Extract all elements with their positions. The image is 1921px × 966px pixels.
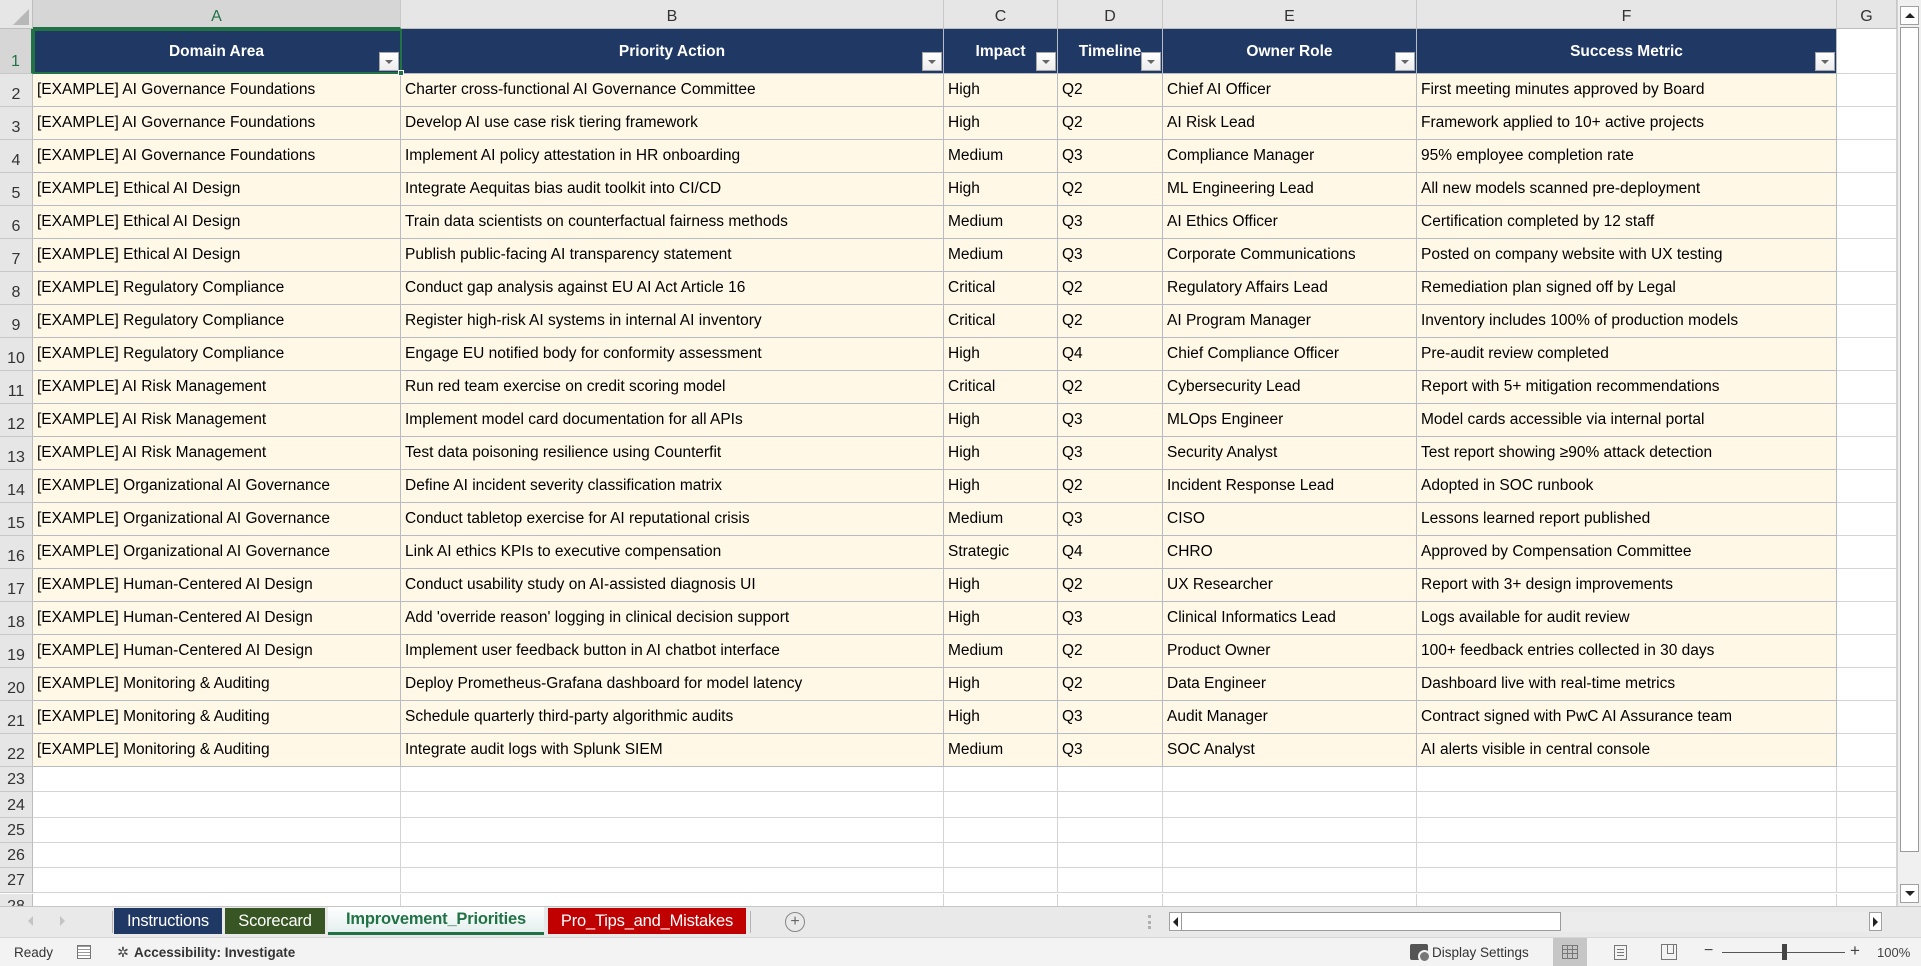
cell-timeline[interactable]: Q2	[1058, 569, 1163, 602]
page-break-preview-button[interactable]	[1652, 938, 1686, 966]
cell-impact[interactable]: Critical	[944, 371, 1058, 404]
cell-impact[interactable]: Strategic	[944, 536, 1058, 569]
empty-cell[interactable]	[1417, 767, 1837, 792]
empty-cell[interactable]	[1058, 767, 1163, 792]
cell-timeline[interactable]: Q3	[1058, 602, 1163, 635]
cell-g[interactable]	[1837, 173, 1897, 206]
row-header-2[interactable]: 2	[0, 74, 33, 107]
empty-cell[interactable]	[1417, 792, 1837, 817]
cell-domain-area[interactable]: [EXAMPLE] Regulatory Compliance	[33, 338, 401, 371]
cell-impact[interactable]: High	[944, 437, 1058, 470]
chevron-down-icon	[1147, 60, 1155, 64]
cell-impact[interactable]: Medium	[944, 635, 1058, 668]
cell-success-metric[interactable]: Framework applied to 10+ active projects	[1417, 107, 1837, 140]
cell-priority-action[interactable]: Conduct usability study on AI-assisted diagnosis UI	[401, 569, 944, 602]
tab-label: Improvement_Priorities	[346, 910, 526, 928]
zoom-in-button[interactable]: +	[1850, 941, 1860, 960]
row-header-26[interactable]: 26	[0, 843, 33, 868]
cell-g[interactable]	[1837, 239, 1897, 272]
empty-cell[interactable]	[1837, 818, 1897, 843]
display-settings-button[interactable]	[1410, 938, 1529, 966]
header-label: Priority Action	[618, 43, 726, 60]
cell-timeline[interactable]: Q2	[1058, 272, 1163, 305]
display-settings-icon	[1410, 944, 1428, 960]
row-header-27[interactable]: 27	[0, 868, 33, 893]
header-label: Timeline	[1078, 43, 1142, 60]
column-header-d[interactable]: D	[1058, 0, 1163, 29]
header-cell-domain-area[interactable]	[33, 29, 401, 74]
cell-timeline[interactable]: Q3	[1058, 734, 1163, 767]
row-header-4[interactable]: 4	[0, 140, 33, 173]
cell-impact[interactable]: Medium	[944, 140, 1058, 173]
empty-cell[interactable]	[33, 792, 401, 817]
row-header-16[interactable]: 16	[0, 536, 33, 569]
filter-dropdown-button[interactable]	[1141, 52, 1161, 71]
horizontal-scroll-thumb[interactable]	[1181, 912, 1561, 931]
cell-g[interactable]	[1837, 569, 1897, 602]
empty-cell[interactable]	[1163, 767, 1417, 792]
cell-owner-role[interactable]: Clinical Informatics Lead	[1163, 602, 1417, 635]
header-cell-priority-action[interactable]	[401, 29, 944, 74]
empty-cell[interactable]	[33, 843, 401, 868]
empty-cell[interactable]	[1058, 792, 1163, 817]
cell-success-metric[interactable]: Approved by Compensation Committee	[1417, 536, 1837, 569]
status-bar	[0, 937, 1921, 966]
cell-domain-area[interactable]: [EXAMPLE] Ethical AI Design	[33, 206, 401, 239]
column-header-c[interactable]: C	[944, 0, 1058, 29]
cell-timeline[interactable]: Q3	[1058, 437, 1163, 470]
cell-domain-area[interactable]: [EXAMPLE] Monitoring & Auditing	[33, 701, 401, 734]
empty-cell[interactable]	[1837, 792, 1897, 817]
filter-dropdown-button[interactable]	[379, 52, 399, 71]
cell-owner-role[interactable]: MLOps Engineer	[1163, 404, 1417, 437]
cell-success-metric[interactable]: All new models scanned pre-deployment	[1417, 173, 1837, 206]
cell-timeline[interactable]: Q3	[1058, 140, 1163, 173]
cell-timeline[interactable]: Q2	[1058, 371, 1163, 404]
cell-success-metric[interactable]: Report with 5+ mitigation recommendations	[1417, 371, 1837, 404]
cell-impact[interactable]: High	[944, 74, 1058, 107]
cell-domain-area[interactable]: [EXAMPLE] Organizational AI Governance	[33, 470, 401, 503]
cell-owner-role[interactable]: Data Engineer	[1163, 668, 1417, 701]
arrow-up-icon	[1905, 13, 1915, 18]
empty-cell[interactable]	[33, 868, 401, 893]
empty-cell[interactable]	[1163, 868, 1417, 893]
cell-owner-role[interactable]: Audit Manager	[1163, 701, 1417, 734]
page-layout-icon	[1614, 945, 1627, 960]
row-header-20[interactable]: 20	[0, 668, 33, 701]
page-layout-view-button[interactable]	[1603, 938, 1637, 966]
row-header-9[interactable]: 9	[0, 305, 33, 338]
vertical-scroll-thumb[interactable]	[1900, 27, 1919, 852]
cell-domain-area[interactable]: [EXAMPLE] AI Risk Management	[33, 371, 401, 404]
cell-g[interactable]	[1837, 668, 1897, 701]
cell-success-metric[interactable]: Remediation plan signed off by Legal	[1417, 272, 1837, 305]
cell-g[interactable]	[1837, 107, 1897, 140]
cell-g[interactable]	[1837, 470, 1897, 503]
column-header-f[interactable]: F	[1417, 0, 1837, 29]
empty-cell[interactable]	[1837, 843, 1897, 868]
cell-timeline[interactable]: Q2	[1058, 107, 1163, 140]
row-header-25[interactable]: 25	[0, 818, 33, 843]
empty-cell[interactable]	[1163, 818, 1417, 843]
cell-owner-role[interactable]: AI Risk Lead	[1163, 107, 1417, 140]
empty-cell[interactable]	[1058, 868, 1163, 893]
scroll-down-button[interactable]	[1900, 884, 1919, 903]
cell-impact[interactable]: High	[944, 338, 1058, 371]
cell-timeline[interactable]: Q2	[1058, 668, 1163, 701]
cell-success-metric[interactable]: Lessons learned report published	[1417, 503, 1837, 536]
cell-owner-role[interactable]: Regulatory Affairs Lead	[1163, 272, 1417, 305]
filter-dropdown-button[interactable]	[1815, 52, 1835, 71]
cell-owner-role[interactable]: Incident Response Lead	[1163, 470, 1417, 503]
cell-priority-action[interactable]: Conduct gap analysis against EU AI Act Article 16	[401, 272, 944, 305]
cell-domain-area[interactable]: [EXAMPLE] AI Governance Foundations	[33, 74, 401, 107]
cell-g[interactable]	[1837, 734, 1897, 767]
cell-success-metric[interactable]: Logs available for audit review	[1417, 602, 1837, 635]
column-header-b[interactable]: B	[401, 0, 944, 29]
cell-domain-area[interactable]: [EXAMPLE] Human-Centered AI Design	[33, 602, 401, 635]
cell-impact[interactable]: High	[944, 602, 1058, 635]
cell-owner-role[interactable]: Compliance Manager	[1163, 140, 1417, 173]
cell-g[interactable]	[1837, 272, 1897, 305]
empty-cell[interactable]	[33, 767, 401, 792]
cell-owner-role[interactable]: Product Owner	[1163, 635, 1417, 668]
cell-impact[interactable]: Critical	[944, 272, 1058, 305]
prev-sheet-icon[interactable]	[28, 916, 33, 926]
cell-impact[interactable]: Medium	[944, 503, 1058, 536]
cell-timeline[interactable]: Q3	[1058, 503, 1163, 536]
header-label: Impact	[975, 43, 1026, 60]
header-label: Domain Area	[168, 43, 265, 60]
cell-domain-area[interactable]: [EXAMPLE] AI Governance Foundations	[33, 140, 401, 173]
column-header-g[interactable]: G	[1837, 0, 1897, 29]
zoom-slider-thumb[interactable]	[1782, 944, 1787, 960]
row-header-10[interactable]: 10	[0, 338, 33, 371]
column-header-a[interactable]: A	[33, 0, 401, 29]
cell-domain-area[interactable]: [EXAMPLE] Ethical AI Design	[33, 239, 401, 272]
cell-impact[interactable]: High	[944, 701, 1058, 734]
cell-owner-role[interactable]: SOC Analyst	[1163, 734, 1417, 767]
page-break-icon	[1661, 944, 1677, 960]
empty-cell[interactable]	[1417, 818, 1837, 843]
cell-priority-action[interactable]: Publish public-facing AI transparency statement	[401, 239, 944, 272]
empty-cell[interactable]	[1837, 868, 1897, 893]
tab-label: Pro_Tips_and_Mistakes	[560, 911, 734, 930]
cell-owner-role[interactable]: Chief Compliance Officer	[1163, 338, 1417, 371]
empty-cell[interactable]	[1837, 767, 1897, 792]
cell-priority-action[interactable]: Train data scientists on counterfactual fairness methods	[401, 206, 944, 239]
cell-priority-action[interactable]: Link AI ethics KPIs to executive compensation	[401, 536, 944, 569]
scroll-right-button[interactable]	[1869, 912, 1882, 931]
row-header-24[interactable]: 24	[0, 792, 33, 817]
empty-cell[interactable]	[1058, 843, 1163, 868]
cell-priority-action[interactable]: Run red team exercise on credit scoring model	[401, 371, 944, 404]
row-header-11[interactable]: 11	[0, 371, 33, 404]
next-sheet-icon[interactable]	[60, 916, 65, 926]
cell-priority-action[interactable]: Implement model card documentation for all APIs	[401, 404, 944, 437]
column-header-e[interactable]: E	[1163, 0, 1417, 29]
cell-domain-area[interactable]: [EXAMPLE] Regulatory Compliance	[33, 305, 401, 338]
cell-domain-area[interactable]: [EXAMPLE] Monitoring & Auditing	[33, 734, 401, 767]
empty-cell[interactable]	[401, 767, 944, 792]
cell-timeline[interactable]: Q2	[1058, 74, 1163, 107]
row-header-21[interactable]: 21	[0, 701, 33, 734]
cell-g[interactable]	[1837, 338, 1897, 371]
cell-priority-action[interactable]: Schedule quarterly third-party algorithmic audits	[401, 701, 944, 734]
cell-timeline[interactable]: Q4	[1058, 338, 1163, 371]
cell-g1[interactable]	[1837, 29, 1897, 74]
row-header-22[interactable]: 22	[0, 734, 33, 767]
chevron-down-icon	[1401, 60, 1409, 64]
chevron-down-icon	[385, 60, 393, 64]
chevron-down-icon	[1042, 60, 1050, 64]
cell-timeline[interactable]: Q3	[1058, 206, 1163, 239]
empty-cell[interactable]	[401, 792, 944, 817]
cell-impact[interactable]: High	[944, 404, 1058, 437]
cell-priority-action[interactable]: Develop AI use case risk tiering framework	[401, 107, 944, 140]
cell-priority-action[interactable]: Conduct tabletop exercise for AI reputational crisis	[401, 503, 944, 536]
accessibility-icon: ✲	[117, 944, 129, 960]
cell-success-metric[interactable]: Pre-audit review completed	[1417, 338, 1837, 371]
zoom-level[interactable]: 100%	[1877, 945, 1911, 960]
cell-priority-action[interactable]: Test data poisoning resilience using Counterfit	[401, 437, 944, 470]
cell-g[interactable]	[1837, 404, 1897, 437]
empty-cell[interactable]	[1163, 843, 1417, 868]
filter-dropdown-button[interactable]	[1036, 52, 1056, 71]
cell-success-metric[interactable]: Dashboard live with real-time metrics	[1417, 668, 1837, 701]
filter-dropdown-button[interactable]	[1395, 52, 1415, 71]
cell-impact[interactable]: High	[944, 470, 1058, 503]
tab-instructions[interactable]	[114, 908, 222, 934]
header-label: Owner Role	[1246, 43, 1333, 60]
normal-view-button[interactable]	[1553, 938, 1587, 966]
macro-icon	[77, 945, 91, 959]
cell-g[interactable]	[1837, 536, 1897, 569]
cell-impact[interactable]: High	[944, 173, 1058, 206]
cell-timeline[interactable]: Q2	[1058, 635, 1163, 668]
cell-impact[interactable]: High	[944, 569, 1058, 602]
cell-g[interactable]	[1837, 206, 1897, 239]
row-header-7[interactable]: 7	[0, 239, 33, 272]
arrow-right-icon	[1873, 917, 1878, 927]
cell-owner-role[interactable]: Chief AI Officer	[1163, 74, 1417, 107]
cell-impact[interactable]: Medium	[944, 734, 1058, 767]
row-header-8[interactable]: 8	[0, 272, 33, 305]
cell-owner-role[interactable]: Cybersecurity Lead	[1163, 371, 1417, 404]
cell-g[interactable]	[1837, 635, 1897, 668]
cell-priority-action[interactable]: Deploy Prometheus-Grafana dashboard for model latency	[401, 668, 944, 701]
empty-cell[interactable]	[944, 792, 1058, 817]
cell-g[interactable]	[1837, 74, 1897, 107]
tab-separator	[112, 911, 113, 933]
cell-priority-action[interactable]: Register high-risk AI systems in internal AI inventory	[401, 305, 944, 338]
cell-g[interactable]	[1837, 437, 1897, 470]
header-label: Success Metric	[1570, 43, 1683, 60]
row-header-14[interactable]: 14	[0, 470, 33, 503]
cell-timeline[interactable]: Q2	[1058, 305, 1163, 338]
select-all-button[interactable]	[0, 0, 33, 29]
cell-impact[interactable]: Critical	[944, 305, 1058, 338]
cell-priority-action[interactable]: Add 'override reason' logging in clinical decision support	[401, 602, 944, 635]
cell-priority-action[interactable]: Engage EU notified body for conformity assessment	[401, 338, 944, 371]
cell-priority-action[interactable]: Integrate audit logs with Splunk SIEM	[401, 734, 944, 767]
header-cell-timeline[interactable]	[1058, 29, 1163, 74]
cell-g[interactable]	[1837, 371, 1897, 404]
cell-timeline[interactable]: Q4	[1058, 536, 1163, 569]
plus-icon: +	[790, 913, 800, 930]
accessibility-button[interactable]	[115, 938, 295, 966]
cell-domain-area[interactable]: [EXAMPLE] AI Risk Management	[33, 437, 401, 470]
empty-cell[interactable]	[944, 767, 1058, 792]
cell-success-metric[interactable]: Inventory includes 100% of production models	[1417, 305, 1837, 338]
add-sheet-button[interactable]	[785, 912, 805, 932]
cell-success-metric[interactable]: Certification completed by 12 staff	[1417, 206, 1837, 239]
empty-cell[interactable]	[1417, 868, 1837, 893]
cell-success-metric[interactable]: Model cards accessible via internal portal	[1417, 404, 1837, 437]
row-header-23[interactable]: 23	[0, 767, 33, 792]
macro-recording-button[interactable]	[77, 938, 91, 966]
cell-success-metric[interactable]: Report with 3+ design improvements	[1417, 569, 1837, 602]
row-header-5[interactable]: 5	[0, 173, 33, 206]
cell-domain-area[interactable]: [EXAMPLE] AI Governance Foundations	[33, 107, 401, 140]
tab-pro-tips-and-mistakes[interactable]	[548, 908, 746, 934]
horizontal-scrollbar[interactable]	[1169, 912, 1883, 932]
cell-success-metric[interactable]: AI alerts visible in central console	[1417, 734, 1837, 767]
cell-g[interactable]	[1837, 140, 1897, 173]
arrow-left-icon	[1173, 917, 1178, 927]
header-cell-success-metric[interactable]	[1417, 29, 1837, 74]
zoom-out-button[interactable]: −	[1704, 942, 1714, 959]
row-header-1[interactable]: 1	[0, 29, 33, 74]
cell-priority-action[interactable]: Charter cross-functional AI Governance Committee	[401, 74, 944, 107]
cell-success-metric[interactable]: Contract signed with PwC AI Assurance team	[1417, 701, 1837, 734]
empty-cell[interactable]	[33, 818, 401, 843]
cell-timeline[interactable]: Q3	[1058, 239, 1163, 272]
cell-domain-area[interactable]: [EXAMPLE] AI Risk Management	[33, 404, 401, 437]
row-header-19[interactable]: 19	[0, 635, 33, 668]
cell-owner-role[interactable]: AI Program Manager	[1163, 305, 1417, 338]
cell-owner-role[interactable]: UX Researcher	[1163, 569, 1417, 602]
tab-label: Scorecard	[238, 911, 312, 930]
empty-cell[interactable]	[401, 843, 944, 868]
chevron-down-icon	[928, 60, 936, 64]
cell-domain-area[interactable]: [EXAMPLE] Human-Centered AI Design	[33, 635, 401, 668]
cell-g[interactable]	[1837, 602, 1897, 635]
cell-timeline[interactable]: Q3	[1058, 404, 1163, 437]
cell-domain-area[interactable]: [EXAMPLE] Monitoring & Auditing	[33, 668, 401, 701]
cell-success-metric[interactable]: Test report showing ≥90% attack detection	[1417, 437, 1837, 470]
normal-view-icon	[1562, 945, 1578, 959]
cell-owner-role[interactable]: ML Engineering Lead	[1163, 173, 1417, 206]
cell-domain-area[interactable]: [EXAMPLE] Regulatory Compliance	[33, 272, 401, 305]
cell-priority-action[interactable]: Implement user feedback button in AI chatbot interface	[401, 635, 944, 668]
tab-scorecard[interactable]	[225, 908, 325, 934]
row-header-15[interactable]: 15	[0, 503, 33, 536]
vertical-scrollbar[interactable]	[1897, 0, 1921, 906]
tab-improvement-priorities[interactable]	[328, 907, 544, 935]
empty-cell[interactable]	[1058, 818, 1163, 843]
cell-impact[interactable]: Medium	[944, 206, 1058, 239]
row-header-3[interactable]: 3	[0, 107, 33, 140]
cell-domain-area[interactable]: [EXAMPLE] Organizational AI Governance	[33, 536, 401, 569]
cell-owner-role[interactable]: CISO	[1163, 503, 1417, 536]
cell-priority-action[interactable]: Integrate Aequitas bias audit toolkit into CI/CD	[401, 173, 944, 206]
empty-cell[interactable]	[1417, 843, 1837, 868]
row-header-12[interactable]: 12	[0, 404, 33, 437]
cell-domain-area[interactable]: [EXAMPLE] Organizational AI Governance	[33, 503, 401, 536]
row-header-17[interactable]: 17	[0, 569, 33, 602]
cell-success-metric[interactable]: 95% employee completion rate	[1417, 140, 1837, 173]
header-cell-impact[interactable]	[944, 29, 1058, 74]
row-header-13[interactable]: 13	[0, 437, 33, 470]
cell-success-metric[interactable]: First meeting minutes approved by Board	[1417, 74, 1837, 107]
cell-owner-role[interactable]: AI Ethics Officer	[1163, 206, 1417, 239]
cell-impact[interactable]: High	[944, 107, 1058, 140]
cell-success-metric[interactable]: 100+ feedback entries collected in 30 days	[1417, 635, 1837, 668]
cell-timeline[interactable]: Q2	[1058, 470, 1163, 503]
cell-domain-area[interactable]: [EXAMPLE] Ethical AI Design	[33, 173, 401, 206]
cell-success-metric[interactable]: Posted on company website with UX testing	[1417, 239, 1837, 272]
cell-impact[interactable]: Medium	[944, 239, 1058, 272]
display-settings-text: Display Settings	[1432, 944, 1529, 960]
status-ready	[14, 938, 53, 966]
tab-separator	[750, 911, 751, 933]
header-cell-owner-role[interactable]	[1163, 29, 1417, 74]
cell-g[interactable]	[1837, 701, 1897, 734]
tab-split-handle[interactable]	[1148, 915, 1151, 929]
cell-priority-action[interactable]: Define AI incident severity classification matrix	[401, 470, 944, 503]
cell-g[interactable]	[1837, 503, 1897, 536]
cell-priority-action[interactable]: Implement AI policy attestation in HR onboarding	[401, 140, 944, 173]
empty-cell[interactable]	[944, 843, 1058, 868]
row-header-6[interactable]: 6	[0, 206, 33, 239]
cell-owner-role[interactable]: Security Analyst	[1163, 437, 1417, 470]
chevron-down-icon	[1821, 60, 1829, 64]
empty-cell[interactable]	[1163, 792, 1417, 817]
sheet-tab-bar	[0, 906, 1921, 937]
empty-cell[interactable]	[944, 868, 1058, 893]
empty-cell[interactable]	[944, 818, 1058, 843]
cell-owner-role[interactable]: Corporate Communications	[1163, 239, 1417, 272]
arrow-down-icon	[1905, 891, 1915, 896]
status-ready-text: Ready	[14, 944, 54, 960]
cell-impact[interactable]: High	[944, 668, 1058, 701]
cell-timeline[interactable]: Q2	[1058, 173, 1163, 206]
accessibility-text: Accessibility: Investigate	[134, 944, 296, 960]
empty-cell[interactable]	[401, 818, 944, 843]
cell-timeline[interactable]: Q3	[1058, 701, 1163, 734]
scroll-up-button[interactable]	[1900, 6, 1919, 25]
cell-owner-role[interactable]: CHRO	[1163, 536, 1417, 569]
empty-cell[interactable]	[401, 868, 944, 893]
tab-label: Instructions	[127, 911, 209, 930]
cell-domain-area[interactable]: [EXAMPLE] Human-Centered AI Design	[33, 569, 401, 602]
cell-success-metric[interactable]: Adopted in SOC runbook	[1417, 470, 1837, 503]
cell-g[interactable]	[1837, 305, 1897, 338]
row-header-18[interactable]: 18	[0, 602, 33, 635]
filter-dropdown-button[interactable]	[922, 52, 942, 71]
